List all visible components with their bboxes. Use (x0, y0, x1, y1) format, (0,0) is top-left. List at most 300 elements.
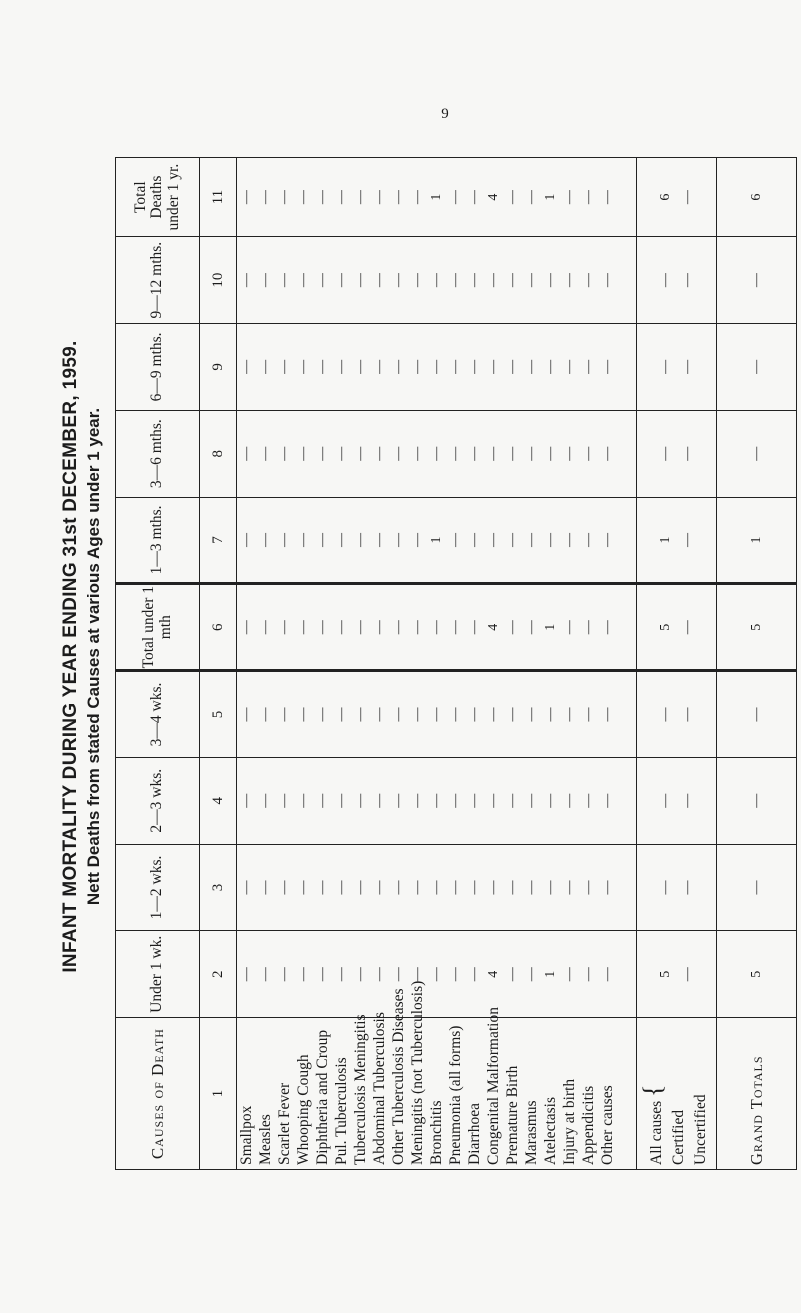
cause-value: — (391, 359, 406, 374)
uncertified-value: — (679, 273, 695, 288)
all-causes-cell: All causes { Certified Uncertified (637, 1018, 717, 1170)
cause-value: — (486, 359, 501, 374)
cause-value: — (467, 880, 482, 895)
cause-value: — (448, 793, 463, 808)
cause-value: — (524, 190, 539, 205)
column-number: 10 (200, 237, 237, 324)
cause-label: Other causes (599, 1085, 616, 1165)
cause-value: — (448, 273, 463, 288)
column-number: 3 (200, 844, 237, 931)
cause-value: — (524, 273, 539, 288)
cause-value: — (391, 190, 406, 205)
cause-value: — (239, 273, 254, 288)
cause-value: 1 (429, 536, 444, 544)
cause-label: Diphtheria and Croup (314, 1029, 331, 1165)
cause-label: Premature Birth (504, 1065, 521, 1165)
cause-value: — (600, 967, 615, 982)
header-3-6-mths: 3—6 mths. (116, 410, 200, 497)
cause-value: — (467, 446, 482, 461)
uncertified-label: Uncertified (691, 1094, 709, 1165)
certified-value: — (657, 273, 673, 288)
cause-value: — (239, 793, 254, 808)
cause-label: Pul. Tuberculosis (333, 1057, 350, 1165)
cause-label: Appendicitis (580, 1085, 597, 1165)
cause-value: — (429, 707, 444, 722)
page-number: 9 (441, 106, 449, 122)
grand-total-cell: — (717, 844, 797, 931)
cause-value: — (429, 446, 444, 461)
grand-total-cell: 5 (717, 931, 797, 1018)
header-total-under-1-mth: Total under 1 mth (116, 584, 200, 671)
cause-value: — (562, 359, 577, 374)
cause-value: — (448, 880, 463, 895)
cause-value: — (334, 273, 349, 288)
cause-value: — (315, 967, 330, 982)
summary-3-6-mths (637, 410, 717, 497)
cause-value: — (429, 359, 444, 374)
cause-value: — (600, 446, 615, 461)
column-number: 11 (200, 158, 237, 237)
cause-value: — (239, 532, 254, 547)
header-total-deaths-under-1-yr: Total Deaths under 1 yr. (116, 158, 200, 237)
column-number: 2 (200, 931, 237, 1018)
cause-value: — (524, 793, 539, 808)
cause-value: — (410, 359, 425, 374)
header-causes: Causes of Death (116, 1018, 200, 1170)
cause-value: — (600, 273, 615, 288)
cause-value: — (448, 967, 463, 982)
cause-value: 4 (486, 193, 501, 201)
cause-value: — (334, 880, 349, 895)
values-1-2-wks (237, 844, 637, 931)
summary-9-12-mths (637, 237, 717, 324)
all-causes-label: All causes (647, 1100, 665, 1165)
cause-value: — (334, 793, 349, 808)
cause-value: — (239, 707, 254, 722)
cause-value: — (239, 190, 254, 205)
cause-value: — (391, 532, 406, 547)
cause-value: — (258, 532, 273, 547)
cause-value: — (296, 793, 311, 808)
cause-label: Abdominal Tuberculosis (371, 1012, 388, 1165)
summary-6-9-mths (637, 324, 717, 411)
cause-value: — (277, 273, 292, 288)
cause-value: — (448, 359, 463, 374)
grand-total-cell: — (717, 324, 797, 411)
cause-value: — (391, 707, 406, 722)
header-2-3-wks: 2—3 wks. (116, 757, 200, 844)
cause-value: — (467, 967, 482, 982)
cause-value: — (372, 190, 387, 205)
values-total-under-1-yr (237, 158, 637, 237)
cause-value: — (448, 707, 463, 722)
cause-value: — (505, 620, 520, 635)
uncertified-value: — (679, 532, 695, 547)
certified-value: 6 (657, 193, 673, 201)
cause-value: — (258, 793, 273, 808)
certified-value: 1 (657, 536, 673, 544)
cause-value: — (391, 793, 406, 808)
cause-value: — (486, 793, 501, 808)
cause-value: — (581, 967, 596, 982)
cause-value: 1 (429, 193, 444, 201)
cause-value: — (581, 532, 596, 547)
cause-value: — (562, 967, 577, 982)
cause-value: — (296, 967, 311, 982)
grand-totals-row (717, 158, 797, 1170)
summary-under-1-wk (637, 931, 717, 1018)
cause-value: — (562, 273, 577, 288)
cause-value: — (372, 967, 387, 982)
cause-value: — (410, 793, 425, 808)
cause-value: — (372, 793, 387, 808)
cause-value: — (562, 793, 577, 808)
cause-value: — (543, 707, 558, 722)
cause-label: Other Tuberculosis Diseases (390, 988, 407, 1165)
cause-value: — (524, 880, 539, 895)
cause-value: — (315, 359, 330, 374)
cause-value: — (296, 273, 311, 288)
header-3-4-wks: 3—4 wks. (116, 671, 200, 758)
cause-value: — (372, 532, 387, 547)
cause-value: — (562, 532, 577, 547)
column-number: 9 (200, 324, 237, 411)
cause-value: — (334, 967, 349, 982)
cause-value: — (239, 967, 254, 982)
cause-label: Diarrhoea (466, 1103, 483, 1165)
cause-value: — (410, 967, 425, 982)
cause-value: — (467, 707, 482, 722)
cause-value: — (505, 190, 520, 205)
cause-value: — (353, 880, 368, 895)
column-number: 7 (200, 497, 237, 584)
cause-value: — (353, 793, 368, 808)
certified-value: — (657, 880, 673, 895)
cause-value: — (315, 793, 330, 808)
cause-value: — (505, 532, 520, 547)
cause-value: — (600, 880, 615, 895)
cause-value: — (600, 707, 615, 722)
cause-value: — (448, 446, 463, 461)
cause-value: — (600, 620, 615, 635)
cause-value: — (391, 273, 406, 288)
cause-value: — (353, 273, 368, 288)
cause-value: — (524, 967, 539, 982)
cause-value: — (353, 446, 368, 461)
cause-value: — (334, 620, 349, 635)
cause-value: — (239, 446, 254, 461)
cause-label: Marasmus (523, 1100, 540, 1165)
cause-value: — (296, 880, 311, 895)
cause-value: — (372, 446, 387, 461)
cause-label: Tuberculosis Meningitis (352, 1014, 369, 1165)
cause-value: — (543, 793, 558, 808)
cause-value: — (334, 190, 349, 205)
cause-value: — (391, 446, 406, 461)
cause-value: — (505, 446, 520, 461)
cause-value: — (391, 620, 406, 635)
cause-value: — (277, 190, 292, 205)
cause-value: — (467, 273, 482, 288)
cause-value: — (334, 359, 349, 374)
cause-value: — (258, 620, 273, 635)
cause-value: — (391, 967, 406, 982)
cause-value: — (239, 880, 254, 895)
grand-total-cell: 6 (717, 158, 797, 237)
values-3-4-wks (237, 671, 637, 758)
cause-value: — (467, 532, 482, 547)
cause-label: Whooping Cough (295, 1054, 312, 1165)
cause-value: — (277, 446, 292, 461)
summary-total-under-1-yr (637, 158, 717, 237)
grand-total-cell: — (717, 410, 797, 497)
cause-value: — (239, 359, 254, 374)
cause-value: — (410, 620, 425, 635)
cause-value: — (410, 273, 425, 288)
cause-value: — (562, 880, 577, 895)
grand-total-cell: — (717, 757, 797, 844)
cause-value: — (600, 532, 615, 547)
header-1-3-mths: 1—3 mths. (116, 497, 200, 584)
cause-label: Atelectasis (542, 1096, 559, 1165)
cause-value: — (429, 620, 444, 635)
grand-total-cell: — (717, 237, 797, 324)
values-total-under-1-mth (237, 584, 637, 671)
cause-value: — (353, 620, 368, 635)
header-1-2-wks: 1—2 wks. (116, 844, 200, 931)
cause-value: — (296, 707, 311, 722)
column-number: 1 (200, 1018, 237, 1170)
header-under-1-wk: Under 1 wk. (116, 931, 200, 1018)
cause-value: — (581, 620, 596, 635)
cause-label: Smallpox (238, 1105, 255, 1165)
cause-value: — (334, 446, 349, 461)
summary-1-2-wks (637, 844, 717, 931)
certified-value: 5 (657, 623, 673, 631)
cause-label: Congenital Malformation (485, 1007, 502, 1165)
cause-value: 1 (543, 623, 558, 631)
cause-value: — (258, 273, 273, 288)
cause-value: — (448, 620, 463, 635)
cause-label: Pneumonia (all forms) (447, 1025, 464, 1165)
cause-value: — (581, 359, 596, 374)
page-subtitle: Nett Deaths from stated Causes at various Ages under 1 year. (84, 407, 103, 906)
cause-value: — (410, 446, 425, 461)
summary-1-3-mths (637, 497, 717, 584)
values-6-9-mths (237, 324, 637, 411)
cause-value: — (277, 793, 292, 808)
cause-value: — (372, 880, 387, 895)
cause-value: — (505, 793, 520, 808)
cause-value: — (239, 620, 254, 635)
uncertified-value: — (679, 620, 695, 635)
cause-value: — (429, 793, 444, 808)
cause-value: — (353, 967, 368, 982)
cause-value: 1 (543, 970, 558, 978)
cause-value: — (448, 190, 463, 205)
cause-value: — (277, 532, 292, 547)
cause-value: — (467, 190, 482, 205)
certified-value: — (657, 793, 673, 808)
summary-3-4-wks (637, 671, 717, 758)
title-block (0, 0, 110, 1313)
cause-value: — (486, 880, 501, 895)
certified-label: Certified (669, 1109, 687, 1165)
cause-value: — (315, 620, 330, 635)
values-3-6-mths (237, 410, 637, 497)
cause-value: — (353, 532, 368, 547)
column-number: 6 (200, 584, 237, 671)
cause-value: — (258, 446, 273, 461)
summary-2-3-wks (637, 757, 717, 844)
cause-value: — (581, 793, 596, 808)
cause-value: — (296, 532, 311, 547)
cause-value: — (277, 620, 292, 635)
cause-value: — (486, 707, 501, 722)
cause-value: — (372, 620, 387, 635)
cause-value: — (505, 707, 520, 722)
header-6-9-mths: 6—9 mths. (116, 324, 200, 411)
cause-value: — (543, 446, 558, 461)
cause-value: 4 (486, 623, 501, 631)
values-under-1-wk (237, 931, 637, 1018)
certified-value: — (657, 359, 673, 374)
all-causes-row (637, 158, 717, 1170)
cause-value: — (600, 793, 615, 808)
cause-value: — (524, 532, 539, 547)
cause-value: — (258, 967, 273, 982)
cause-value: — (524, 446, 539, 461)
cause-value: — (296, 620, 311, 635)
values-9-12-mths (237, 237, 637, 324)
cause-value: — (410, 190, 425, 205)
cause-value: — (410, 532, 425, 547)
cause-value: — (410, 707, 425, 722)
cause-value: — (524, 707, 539, 722)
cause-value: — (391, 880, 406, 895)
column-number: 5 (200, 671, 237, 758)
cause-value: — (315, 190, 330, 205)
mortality-table (115, 157, 797, 1170)
cause-value: — (258, 190, 273, 205)
cause-value: — (372, 273, 387, 288)
certified-value: 5 (657, 970, 673, 978)
cause-value: — (258, 707, 273, 722)
column-number-row (200, 158, 237, 1170)
cause-label: Measles (257, 1114, 274, 1165)
cause-value: — (486, 273, 501, 288)
cause-value: — (258, 359, 273, 374)
cause-value: — (315, 707, 330, 722)
cause-value: — (467, 620, 482, 635)
causes-block-row (237, 158, 637, 1170)
values-1-3-mths (237, 497, 637, 584)
cause-label: Scarlet Fever (276, 1082, 293, 1165)
cause-label: Injury at birth (561, 1078, 578, 1165)
page-title: INFANT MORTALITY DURING YEAR ENDING 31st DECEMBER, 1959. (60, 340, 81, 973)
causes-list (237, 980, 637, 1170)
cause-value: — (543, 880, 558, 895)
cause-value: — (505, 359, 520, 374)
cause-label: Meningitis (not Tuberculosis) (409, 980, 426, 1165)
cause-value: — (600, 190, 615, 205)
cause-value: — (296, 359, 311, 374)
grand-total-cell: 1 (717, 497, 797, 584)
cause-value: — (581, 880, 596, 895)
cause-value: — (277, 359, 292, 374)
cause-value: — (372, 359, 387, 374)
cause-value: — (429, 880, 444, 895)
uncertified-value: — (679, 359, 695, 374)
cause-value: — (486, 446, 501, 461)
cause-value: — (410, 880, 425, 895)
cause-value: 1 (543, 193, 558, 201)
cause-value: — (543, 532, 558, 547)
cause-value: — (486, 532, 501, 547)
cause-value: — (581, 273, 596, 288)
cause-value: — (505, 273, 520, 288)
cause-value: — (429, 273, 444, 288)
grand-totals-label: Grand Totals (717, 1018, 797, 1170)
cause-value: 4 (486, 970, 501, 978)
column-number: 4 (200, 757, 237, 844)
cause-value: — (562, 707, 577, 722)
cause-value: — (334, 532, 349, 547)
cause-value: — (296, 446, 311, 461)
cause-value: — (543, 273, 558, 288)
summary-total-under-1-mth (637, 584, 717, 671)
cause-value: — (581, 190, 596, 205)
cause-value: — (372, 707, 387, 722)
mortality-table-wrapper (115, 157, 795, 1170)
cause-value: — (353, 190, 368, 205)
cause-value: — (543, 359, 558, 374)
cause-value: — (315, 446, 330, 461)
cause-value: — (315, 273, 330, 288)
cause-value: — (581, 707, 596, 722)
cause-value: — (353, 359, 368, 374)
cause-value: — (467, 359, 482, 374)
cause-value: — (277, 880, 292, 895)
cause-label: Bronchitis (428, 1100, 445, 1165)
uncertified-value: — (679, 446, 695, 461)
values-2-3-wks (237, 757, 637, 844)
uncertified-value: — (679, 707, 695, 722)
uncertified-value: — (679, 793, 695, 808)
cause-value: — (581, 446, 596, 461)
cause-value: — (429, 967, 444, 982)
header-row (116, 158, 200, 1170)
grand-total-cell: 5 (717, 584, 797, 671)
certified-value: — (657, 707, 673, 722)
cause-value: — (315, 532, 330, 547)
cause-value: — (353, 707, 368, 722)
cause-value: — (562, 446, 577, 461)
cause-value: — (524, 620, 539, 635)
cause-value: — (562, 620, 577, 635)
cause-value: — (562, 190, 577, 205)
cause-value: — (315, 880, 330, 895)
cause-value: — (524, 359, 539, 374)
cause-value: — (277, 967, 292, 982)
cause-value: — (505, 880, 520, 895)
uncertified-value: — (679, 967, 695, 982)
cause-value: — (600, 359, 615, 374)
cause-value: — (448, 532, 463, 547)
column-number: 8 (200, 410, 237, 497)
cause-value: — (258, 880, 273, 895)
cause-value: — (296, 190, 311, 205)
